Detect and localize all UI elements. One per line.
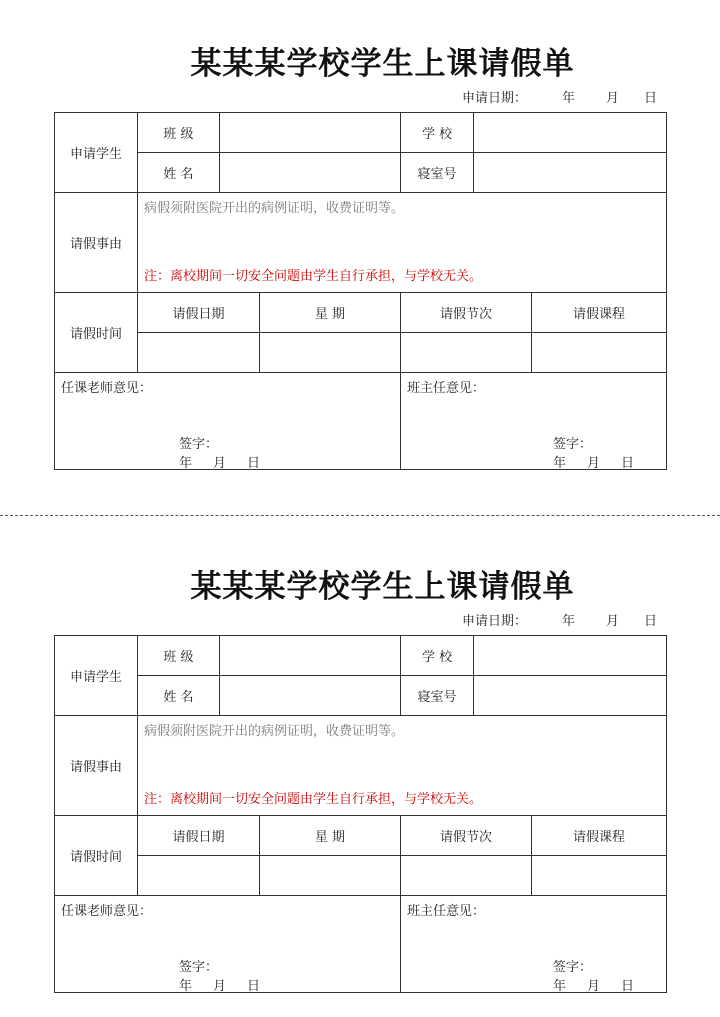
class-field[interactable]: [220, 113, 401, 153]
head-teacher-opinion-label: 班主任意见：: [407, 381, 486, 396]
dorm-label: 寝室号: [401, 676, 474, 716]
safety-note: 注：离校期间一切安全问题由学生自行承担，与学校无关。: [144, 792, 483, 807]
time-header-date: 请假日期: [138, 293, 260, 333]
apply-date-year: 年: [562, 614, 576, 629]
time-header-course: 请假课程: [532, 816, 667, 856]
form-title: 某某某学校学生上课请假单: [190, 46, 575, 82]
time-periods-field[interactable]: [401, 333, 532, 373]
time-course-field[interactable]: [532, 333, 667, 373]
time-header-periods: 请假节次: [401, 293, 532, 333]
dorm-field[interactable]: [474, 676, 667, 716]
school-field[interactable]: [474, 113, 667, 153]
student-section-label: 申请学生: [55, 113, 138, 193]
time-header-date: 请假日期: [138, 816, 260, 856]
apply-date-year: 年: [562, 91, 576, 106]
reason-section-label: 请假事由: [55, 716, 138, 816]
leave-form-table: [54, 112, 667, 470]
time-header-periods: 请假节次: [401, 816, 532, 856]
school-field[interactable]: [474, 636, 667, 676]
apply-date-line: [462, 87, 657, 106]
apply-date-month: 月: [606, 614, 620, 629]
school-label: 学 校: [401, 113, 474, 153]
time-weekday-field[interactable]: [260, 333, 401, 373]
reason-field[interactable]: [138, 193, 667, 293]
time-section-label: 请假时间: [55, 816, 138, 896]
class-label: 班 级: [138, 636, 220, 676]
teacher-opinion-label: 任课老师意见：: [61, 904, 153, 919]
cut-line: [0, 515, 720, 516]
head-teacher-sign-date: 年 月 日: [553, 456, 635, 471]
head-teacher-opinion-field[interactable]: [401, 896, 667, 993]
school-label: 学 校: [401, 636, 474, 676]
teacher-sign-date: 年 月 日: [179, 979, 261, 994]
teacher-opinion-field[interactable]: [55, 373, 401, 470]
reason-section-label: 请假事由: [55, 193, 138, 293]
name-label: 姓 名: [138, 153, 220, 193]
apply-date-label: 申请日期：: [462, 614, 528, 629]
student-section-label: 申请学生: [55, 636, 138, 716]
apply-date-line: [462, 610, 657, 629]
teacher-sign-label: 签字：: [179, 437, 219, 452]
head-teacher-opinion-field[interactable]: [401, 373, 667, 470]
teacher-sign-label: 签字：: [179, 960, 219, 975]
head-teacher-sign-label: 签字：: [553, 960, 593, 975]
time-date-field[interactable]: [138, 333, 260, 373]
time-section-label: 请假时间: [55, 293, 138, 373]
class-field[interactable]: [220, 636, 401, 676]
time-periods-field[interactable]: [401, 856, 532, 896]
head-teacher-opinion-label: 班主任意见：: [407, 904, 486, 919]
apply-date-label: 申请日期：: [462, 91, 528, 106]
dorm-field[interactable]: [474, 153, 667, 193]
name-field[interactable]: [220, 153, 401, 193]
name-label: 姓 名: [138, 676, 220, 716]
head-teacher-sign-label: 签字：: [553, 437, 593, 452]
head-teacher-sign-date: 年 月 日: [553, 979, 635, 994]
apply-date-day: 日: [644, 614, 658, 629]
leave-form-table: [54, 635, 667, 993]
apply-date-day: 日: [644, 91, 658, 106]
reason-field[interactable]: [138, 716, 667, 816]
time-header-weekday: 星 期: [260, 816, 401, 856]
teacher-sign-date: 年 月 日: [179, 456, 261, 471]
apply-date-month: 月: [606, 91, 620, 106]
safety-note: 注：离校期间一切安全问题由学生自行承担，与学校无关。: [144, 269, 483, 284]
time-weekday-field[interactable]: [260, 856, 401, 896]
name-field[interactable]: [220, 676, 401, 716]
time-date-field[interactable]: [138, 856, 260, 896]
reason-hint: 病假须附医院开出的病例证明，收费证明等。: [144, 724, 405, 739]
reason-hint: 病假须附医院开出的病例证明，收费证明等。: [144, 201, 405, 216]
time-header-course: 请假课程: [532, 293, 667, 333]
teacher-opinion-label: 任课老师意见：: [61, 381, 153, 396]
time-header-weekday: 星 期: [260, 293, 401, 333]
dorm-label: 寝室号: [401, 153, 474, 193]
form-title: 某某某学校学生上课请假单: [190, 569, 575, 605]
class-label: 班 级: [138, 113, 220, 153]
teacher-opinion-field[interactable]: [55, 896, 401, 993]
time-course-field[interactable]: [532, 856, 667, 896]
